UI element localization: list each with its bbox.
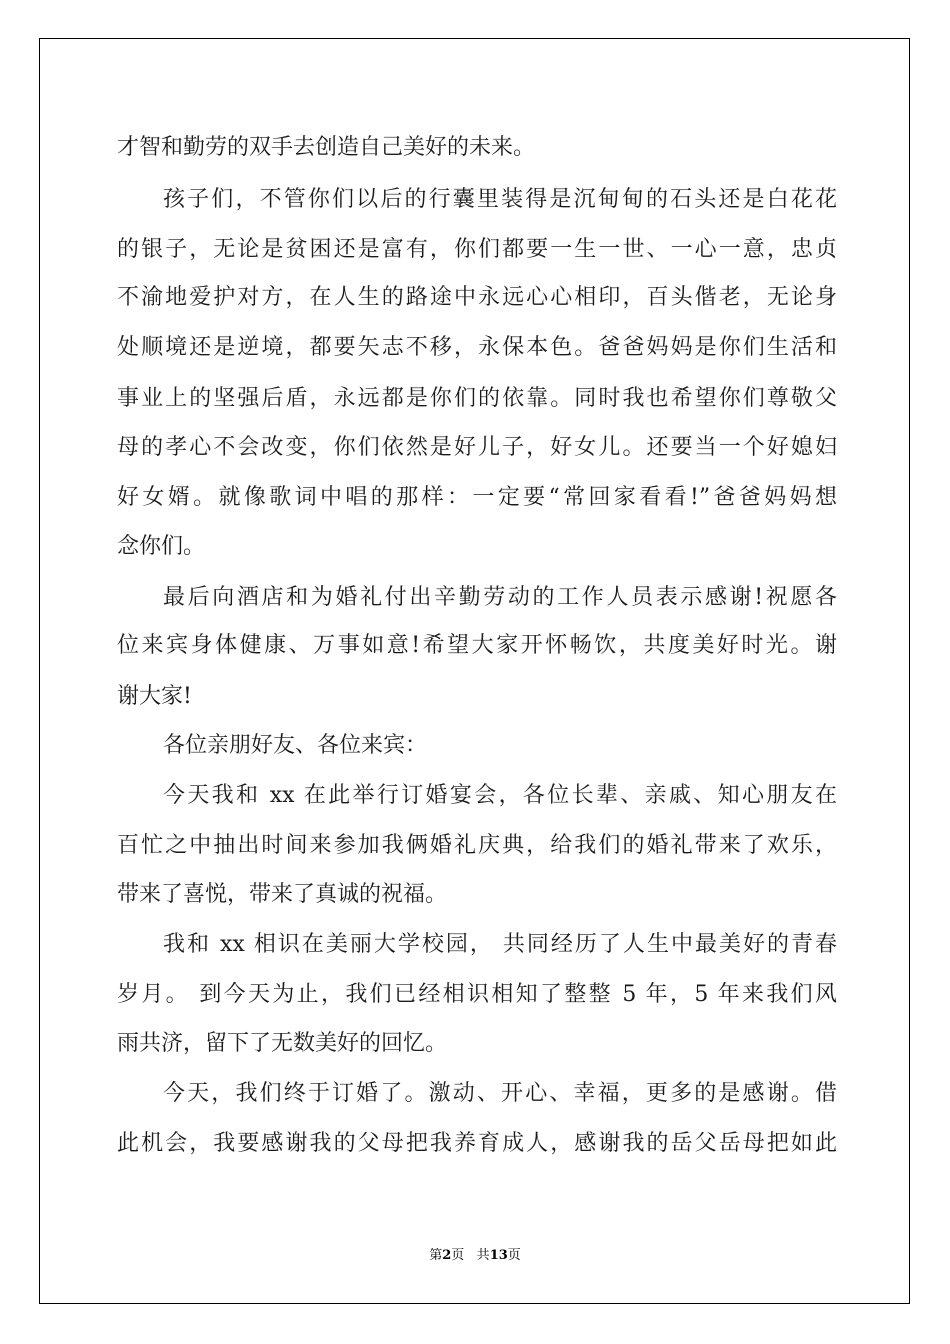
text-line: 今天我和 xx 在此举行订婚宴会，各位长辈、亲戚、知心朋友在 xyxy=(163,783,837,808)
text-line: 我和 xx 相识在美丽大学校园， 共同经历了人生中最美好的青春 xyxy=(163,932,837,957)
text-line: 各位亲朋好友、各位来宾： xyxy=(163,733,428,758)
text-line: 带来了喜悦，带来了真诚的祝福。 xyxy=(117,882,448,907)
page-prefix: 第 xyxy=(429,1248,443,1263)
text-line: 好女婿。就像歌词中唱的那样：一定要“常回家看看!”爸爸妈妈想 xyxy=(117,485,837,510)
page-number: 2 xyxy=(442,1248,452,1263)
text-line: 今天，我们终于订婚了。激动、开心、幸福，更多的是感谢。借 xyxy=(163,1081,837,1106)
page-suffix: 页 xyxy=(451,1248,465,1263)
text-line: 才智和勤劳的双手去创造自己美好的未来。 xyxy=(117,135,536,160)
text-line: 母的孝心不会改变，你们依然是好儿子，好女儿。还要当一个好媳妇 xyxy=(117,435,837,460)
text-line: 百忙之中抽出时间来参加我俩婚礼庆典，给我们的婚礼带来了欢乐， xyxy=(117,833,837,858)
page-border xyxy=(39,38,910,1304)
text-line: 的银子，无论是贫困还是富有，你们都要一生一世、一心一意，忠贞 xyxy=(117,237,837,262)
text-line: 处顺境还是逆境，都要矢志不移，永保本色。爸爸妈妈是你们生活和 xyxy=(117,335,837,360)
text-line: 雨共济，留下了无数美好的回忆。 xyxy=(117,1031,448,1056)
text-line: 事业上的坚强后盾，永远都是你们的依靠。同时我也希望你们尊敬父 xyxy=(117,386,837,411)
total-pages: 13 xyxy=(489,1248,508,1263)
text-line: 念你们。 xyxy=(117,534,206,559)
total-prefix: 共 xyxy=(476,1248,490,1263)
page-footer xyxy=(0,1244,950,1263)
text-line: 此机会，我要感谢我的父母把我养育成人，感谢我的岳父岳母把如此 xyxy=(117,1131,837,1156)
text-line: 最后向酒店和为婚礼付出辛勤劳动的工作人员表示感谢!祝愿各 xyxy=(163,585,837,610)
text-line: 孩子们，不管你们以后的行囊里装得是沉甸甸的石头还是白花花 xyxy=(163,187,837,212)
text-line: 岁月。 到今天为止，我们已经相识相知了整整 5 年，5 年来我们风 xyxy=(117,982,837,1007)
text-line: 不渝地爱护对方，在人生的路途中永远心心相印，百头偕老，无论身 xyxy=(117,285,837,310)
text-line: 谢大家! xyxy=(117,684,192,709)
total-suffix: 页 xyxy=(507,1248,521,1263)
text-line: 位来宾身体健康、万事如意!希望大家开怀畅饮，共度美好时光。谢 xyxy=(117,633,837,658)
